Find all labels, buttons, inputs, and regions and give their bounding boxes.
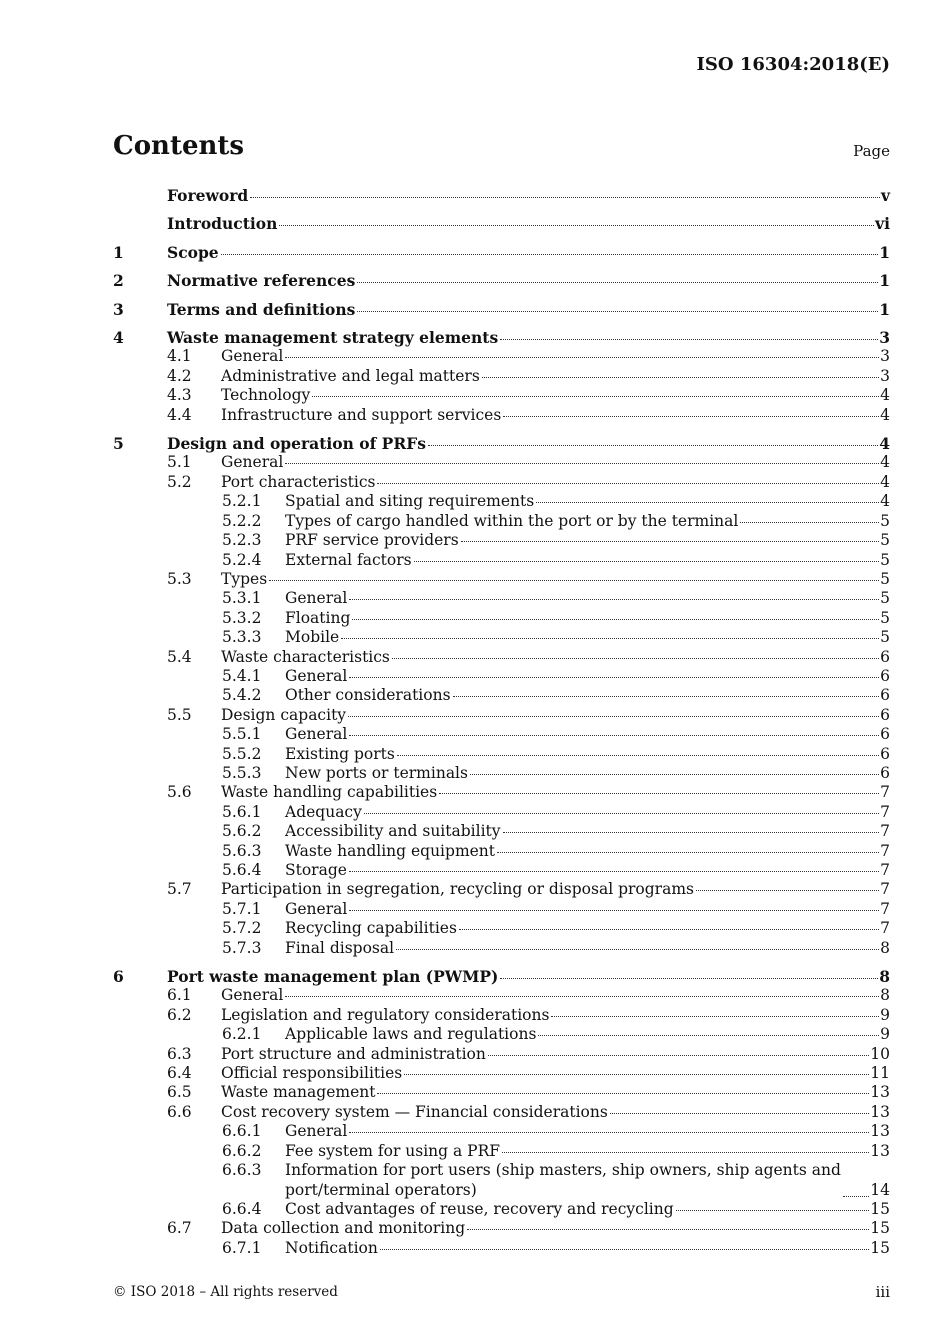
toc-entry-title: Adequacy bbox=[285, 802, 362, 821]
toc-entry[interactable] bbox=[113, 1025, 890, 1044]
toc-entry-title: Cost recovery system — Financial considerations bbox=[221, 1102, 608, 1121]
toc-entry-number: 5.4.2 bbox=[222, 686, 262, 705]
toc-entry[interactable] bbox=[113, 939, 890, 958]
toc-entry[interactable] bbox=[113, 919, 890, 938]
toc-entry-number: 5.4.1 bbox=[222, 666, 262, 685]
toc-entry-page: 3 bbox=[880, 366, 890, 385]
dot-leader bbox=[349, 735, 879, 736]
toc-entry-number: 5.3.1 bbox=[222, 589, 262, 608]
toc-entry[interactable] bbox=[113, 473, 890, 492]
toc-entry-page: 13 bbox=[870, 1122, 890, 1141]
toc-entry-number: 6.4 bbox=[167, 1064, 192, 1083]
toc-entry-number: 6.5 bbox=[167, 1083, 192, 1102]
toc-entry-page: 1 bbox=[879, 299, 890, 319]
toc-entry[interactable] bbox=[113, 300, 890, 319]
toc-entry-page: 13 bbox=[870, 1083, 890, 1102]
toc-entry-page: 8 bbox=[879, 967, 890, 987]
toc-entry[interactable] bbox=[113, 1142, 890, 1161]
toc-entry-number: 6.3 bbox=[167, 1044, 192, 1063]
toc-entry-number: 5.6.1 bbox=[222, 802, 262, 821]
dot-leader bbox=[551, 1016, 879, 1017]
toc-entry-title: Fee system for using a PRF bbox=[285, 1141, 501, 1160]
toc-entry-number: 5.7 bbox=[167, 880, 192, 899]
toc-entry-page: 5 bbox=[880, 589, 890, 608]
toc-entry-number: 5.5.1 bbox=[222, 725, 262, 744]
toc-entry-title: Port characteristics bbox=[221, 472, 376, 491]
toc-entry-title: General bbox=[285, 725, 348, 744]
dot-leader bbox=[357, 282, 878, 283]
dot-leader bbox=[285, 357, 879, 358]
toc-entry-number: 5.6 bbox=[167, 783, 192, 802]
toc-entry[interactable] bbox=[113, 1200, 890, 1219]
toc-entry-title: External factors bbox=[285, 550, 412, 569]
toc-entry-page: 6 bbox=[880, 744, 890, 763]
toc-entry[interactable] bbox=[113, 986, 890, 1005]
dot-leader bbox=[696, 890, 879, 891]
toc-entry-page: 9 bbox=[880, 1025, 890, 1044]
dot-leader bbox=[377, 483, 879, 484]
toc-entry-number: 5.2.3 bbox=[222, 531, 262, 550]
dot-leader bbox=[497, 852, 879, 853]
toc-entry[interactable] bbox=[113, 822, 890, 841]
toc-entry[interactable] bbox=[113, 628, 890, 647]
toc-entry-page: 6 bbox=[880, 725, 890, 744]
toc-entry-page: 6 bbox=[880, 705, 890, 724]
toc-entry-page: 15 bbox=[870, 1219, 890, 1238]
toc-entry-page: 1 bbox=[879, 271, 890, 291]
toc-entry-title: Waste handling capabilities bbox=[221, 783, 438, 802]
toc-entry[interactable] bbox=[113, 453, 890, 472]
toc-entry[interactable] bbox=[113, 803, 890, 822]
dot-leader bbox=[349, 871, 879, 872]
toc-entry-title: Scope bbox=[167, 242, 219, 262]
toc-entry-page: 6 bbox=[880, 763, 890, 782]
toc-entry-number: 4.3 bbox=[167, 386, 192, 405]
toc-entry[interactable] bbox=[113, 667, 890, 686]
toc-entry-page: 9 bbox=[880, 1005, 890, 1024]
toc-entry-page: 3 bbox=[880, 347, 890, 366]
toc-entry-number: 6.6 bbox=[167, 1102, 192, 1121]
toc-entry-page: 15 bbox=[870, 1238, 890, 1257]
toc-entry-page: 5 bbox=[880, 608, 890, 627]
toc-entry-page: 7 bbox=[880, 841, 890, 860]
toc-entry-title: Waste management strategy elements bbox=[167, 328, 499, 348]
toc-entry-page: 4 bbox=[880, 472, 890, 491]
toc-entry-title: Waste handling equipment bbox=[285, 841, 496, 860]
toc-entry-page: 1 bbox=[879, 242, 890, 262]
dot-leader bbox=[396, 949, 879, 950]
toc-entry[interactable] bbox=[113, 1006, 890, 1025]
toc-entry-number: 6.7.1 bbox=[222, 1238, 262, 1257]
dot-leader bbox=[502, 1152, 869, 1153]
dot-leader bbox=[459, 929, 879, 930]
toc-entry-number: 5.7.1 bbox=[222, 899, 262, 918]
toc-entry-title: Recycling capabilities bbox=[285, 919, 457, 938]
toc-entry[interactable] bbox=[113, 1045, 890, 1064]
toc-entry-page: 5 bbox=[880, 550, 890, 569]
toc-entry-number: 5.3.3 bbox=[222, 628, 262, 647]
toc-entry[interactable] bbox=[113, 880, 890, 899]
toc-entry-title bbox=[285, 1161, 841, 1200]
toc-entry[interactable] bbox=[113, 783, 890, 802]
toc-entry-number: 5.5.3 bbox=[222, 763, 262, 782]
toc-entry-title: Legislation and regulatory considerations bbox=[221, 1005, 550, 1024]
toc-entry-title: Mobile bbox=[285, 628, 340, 647]
dot-leader bbox=[397, 755, 879, 756]
dot-leader bbox=[536, 502, 879, 503]
dot-leader bbox=[500, 339, 878, 340]
toc-entry-page: 4 bbox=[880, 405, 890, 424]
dot-leader bbox=[312, 396, 879, 397]
toc-entry-number: 6.6.3 bbox=[222, 1161, 262, 1180]
toc-entry-number: 6.6.2 bbox=[222, 1141, 262, 1160]
toc-entry-number: 6.1 bbox=[167, 986, 192, 1005]
toc-entry-title: General bbox=[285, 899, 348, 918]
toc-entry[interactable] bbox=[113, 1083, 890, 1102]
dot-leader bbox=[503, 416, 879, 417]
toc-entry-number: 5.1 bbox=[167, 453, 192, 472]
toc-entry-number: 6.2.1 bbox=[222, 1025, 262, 1044]
toc-entry-number: 6 bbox=[113, 967, 124, 987]
dot-leader bbox=[610, 1113, 869, 1114]
copyright-footer: © ISO 2018 – All rights reserved bbox=[113, 1284, 338, 1300]
toc-entry-number: 5.5 bbox=[167, 705, 192, 724]
dot-leader bbox=[503, 832, 880, 833]
toc-entry[interactable] bbox=[113, 1219, 890, 1238]
toc-entry-page: 5 bbox=[880, 628, 890, 647]
toc-entry-title: Port waste management plan (PWMP) bbox=[167, 967, 499, 987]
toc-entry-number: 5.2.1 bbox=[222, 492, 262, 511]
dot-leader bbox=[349, 677, 879, 678]
dot-leader bbox=[740, 522, 879, 523]
toc-entry[interactable] bbox=[113, 271, 890, 290]
toc-entry-number: 6.6.1 bbox=[222, 1122, 262, 1141]
toc-entry[interactable] bbox=[113, 243, 890, 262]
toc-entry[interactable] bbox=[113, 328, 890, 347]
table-of-contents bbox=[113, 186, 890, 1258]
toc-entry-page: 8 bbox=[880, 986, 890, 1005]
toc-entry-page: 3 bbox=[879, 328, 890, 348]
toc-entry[interactable] bbox=[113, 367, 890, 386]
dot-leader bbox=[439, 793, 879, 794]
toc-entry-number: 2 bbox=[113, 271, 124, 291]
dot-leader bbox=[461, 541, 879, 542]
toc-entry[interactable] bbox=[113, 1161, 890, 1200]
toc-entry[interactable] bbox=[113, 589, 890, 608]
toc-entry[interactable] bbox=[113, 1103, 890, 1122]
dot-leader bbox=[404, 1074, 869, 1075]
toc-entry[interactable] bbox=[113, 842, 890, 861]
toc-entry-title: Design and operation of PRFs bbox=[167, 434, 426, 454]
toc-entry-title: General bbox=[221, 453, 284, 472]
dot-leader bbox=[357, 311, 878, 312]
toc-entry-page: 4 bbox=[880, 492, 890, 511]
dot-leader bbox=[380, 1249, 869, 1250]
toc-entry-number: 3 bbox=[113, 299, 124, 319]
toc-entry[interactable] bbox=[113, 492, 890, 511]
toc-entry-page: 11 bbox=[870, 1064, 890, 1083]
toc-entry-page: 6 bbox=[880, 686, 890, 705]
toc-entry-page: 7 bbox=[880, 822, 890, 841]
standard-id-header: ISO 16304:2018(E) bbox=[696, 54, 890, 75]
toc-entry-page: 14 bbox=[870, 1180, 890, 1199]
toc-entry-title-line: Information for port users (ship masters, ship owners, ship agents and bbox=[285, 1161, 841, 1180]
toc-entry[interactable] bbox=[113, 861, 890, 880]
toc-entry[interactable] bbox=[113, 551, 890, 570]
toc-entry[interactable] bbox=[113, 531, 890, 550]
toc-entry-page: 7 bbox=[880, 802, 890, 821]
toc-entry[interactable] bbox=[113, 686, 890, 705]
toc-entry-title: Terms and definitions bbox=[167, 299, 356, 319]
dot-leader bbox=[414, 561, 880, 562]
dot-leader bbox=[453, 696, 880, 697]
toc-entry-page: 7 bbox=[880, 899, 890, 918]
toc-entry-title: General bbox=[285, 1122, 348, 1141]
page-title: Contents bbox=[113, 131, 245, 161]
toc-entry[interactable] bbox=[113, 967, 890, 986]
dot-leader bbox=[250, 197, 880, 198]
dot-leader bbox=[428, 445, 878, 446]
toc-entry[interactable] bbox=[113, 186, 890, 205]
dot-leader bbox=[269, 580, 879, 581]
toc-entry-page: v bbox=[880, 186, 890, 205]
toc-entry-number: 5.7.3 bbox=[222, 938, 262, 957]
dot-leader bbox=[285, 463, 879, 464]
toc-entry-number: 5.4 bbox=[167, 647, 192, 666]
dot-leader bbox=[470, 774, 879, 775]
dot-leader bbox=[349, 599, 879, 600]
dot-leader bbox=[500, 978, 878, 979]
toc-entry-number: 4.2 bbox=[167, 366, 192, 385]
toc-entry-title: Infrastructure and support services bbox=[221, 405, 502, 424]
page-number: iii bbox=[875, 1283, 890, 1301]
toc-entry-title: Spatial and siting requirements bbox=[285, 492, 535, 511]
toc-entry-title: Technology bbox=[221, 386, 311, 405]
toc-entry-page: 8 bbox=[880, 938, 890, 957]
toc-entry-number: 4.4 bbox=[167, 405, 192, 424]
toc-entry-page: 7 bbox=[880, 919, 890, 938]
toc-entry-title: General bbox=[221, 986, 284, 1005]
toc-entry[interactable] bbox=[113, 347, 890, 366]
dot-leader bbox=[221, 254, 879, 255]
toc-entry-title: Applicable laws and regulations bbox=[285, 1025, 537, 1044]
dot-leader bbox=[285, 996, 879, 997]
toc-entry-title: New ports or terminals bbox=[285, 763, 468, 782]
toc-entry-page: 7 bbox=[880, 880, 890, 899]
toc-entry-title: Port structure and administration bbox=[221, 1044, 486, 1063]
toc-entry-number: 1 bbox=[113, 242, 124, 262]
toc-entry-title: Types bbox=[221, 569, 268, 588]
toc-entry-number: 5.2 bbox=[167, 472, 192, 491]
toc-entry[interactable] bbox=[113, 706, 890, 725]
toc-entry-title: Waste characteristics bbox=[221, 647, 390, 666]
toc-entry-title: Final disposal bbox=[285, 938, 395, 957]
toc-entry[interactable] bbox=[113, 434, 890, 453]
toc-entry-title: Cost advantages of reuse, recovery and recycling bbox=[285, 1199, 674, 1218]
dot-leader bbox=[482, 377, 879, 378]
toc-entry-page: vi bbox=[875, 214, 890, 234]
toc-entry-title: Notification bbox=[285, 1238, 378, 1257]
dot-leader bbox=[488, 1055, 869, 1056]
toc-entry-number: 5.2.4 bbox=[222, 550, 262, 569]
toc-entry-page: 13 bbox=[870, 1141, 890, 1160]
toc-entry-page: 5 bbox=[880, 531, 890, 550]
toc-entry-page: 7 bbox=[880, 861, 890, 879]
toc-entry-page: 15 bbox=[870, 1199, 890, 1218]
toc-entry-title: PRF service providers bbox=[285, 531, 459, 550]
toc-entry-number: 6.6.4 bbox=[222, 1199, 262, 1218]
toc-entry-number: 6.7 bbox=[167, 1219, 192, 1238]
toc-entry-page: 13 bbox=[870, 1102, 890, 1121]
toc-entry[interactable] bbox=[113, 386, 890, 405]
toc-entry[interactable] bbox=[113, 609, 890, 628]
toc-entry-number: 6.2 bbox=[167, 1005, 192, 1024]
toc-entry-title: General bbox=[221, 347, 284, 366]
dot-leader bbox=[352, 619, 879, 620]
toc-entry-title: Foreword bbox=[167, 186, 249, 205]
toc-entry-number: 4 bbox=[113, 328, 124, 348]
dot-leader bbox=[843, 1196, 869, 1197]
toc-entry[interactable] bbox=[113, 512, 890, 531]
toc-entry-title: Waste management bbox=[221, 1083, 376, 1102]
toc-entry-title: Data collection and monitoring bbox=[221, 1219, 466, 1238]
toc-entry-number: 5.3 bbox=[167, 569, 192, 588]
toc-entry-title: Administrative and legal matters bbox=[221, 366, 480, 385]
toc-entry-title: Introduction bbox=[167, 214, 278, 234]
toc-entry-number: 5.3.2 bbox=[222, 608, 262, 627]
toc-entry-title: General bbox=[285, 589, 348, 608]
dot-leader bbox=[279, 225, 874, 226]
toc-entry-title: Design capacity bbox=[221, 705, 347, 724]
toc-entry-number: 5 bbox=[113, 434, 124, 454]
dot-leader bbox=[392, 658, 879, 659]
dot-leader bbox=[348, 716, 879, 717]
dot-leader bbox=[538, 1035, 879, 1036]
toc-entry-page: 5 bbox=[880, 511, 890, 530]
page-column-label: Page bbox=[853, 142, 890, 160]
dot-leader bbox=[377, 1093, 869, 1094]
toc-entry-number: 4.1 bbox=[167, 347, 192, 366]
toc-entry-number: 5.7.2 bbox=[222, 919, 262, 938]
toc-entry-number: 5.6.4 bbox=[222, 861, 262, 879]
toc-entry-page: 4 bbox=[880, 386, 890, 405]
toc-entry-title: Existing ports bbox=[285, 744, 395, 763]
toc-entry-number: 5.2.2 bbox=[222, 511, 262, 530]
toc-entry-page: 7 bbox=[880, 783, 890, 802]
dot-leader bbox=[364, 813, 879, 814]
toc-entry[interactable] bbox=[113, 745, 890, 764]
toc-entry[interactable] bbox=[113, 900, 890, 919]
toc-entry-page: 4 bbox=[879, 434, 890, 454]
dot-leader bbox=[467, 1229, 869, 1230]
dot-leader bbox=[676, 1210, 870, 1211]
dot-leader bbox=[341, 638, 879, 639]
toc-entry-title-line: port/terminal operators) bbox=[285, 1180, 477, 1199]
toc-entry-page: 6 bbox=[880, 647, 890, 666]
toc-entry-title: Floating bbox=[285, 608, 351, 627]
toc-entry[interactable] bbox=[113, 764, 890, 783]
toc-entry-number: 5.6.3 bbox=[222, 841, 262, 860]
toc-entry-title: Types of cargo handled within the port or by the terminal bbox=[285, 511, 739, 530]
toc-entry[interactable] bbox=[113, 648, 890, 667]
toc-entry-title: Other considerations bbox=[285, 686, 451, 705]
toc-entry-title: Normative references bbox=[167, 271, 356, 291]
toc-entry-title: Accessibility and suitability bbox=[285, 822, 501, 841]
toc-entry[interactable] bbox=[113, 214, 890, 233]
toc-entry[interactable] bbox=[113, 406, 890, 425]
toc-entry-page: 10 bbox=[870, 1044, 890, 1063]
toc-entry-number: 5.6.2 bbox=[222, 822, 262, 841]
toc-entry-title: Participation in segregation, recycling or disposal programs bbox=[221, 880, 694, 899]
toc-entry-number: 5.5.2 bbox=[222, 744, 262, 763]
dot-leader bbox=[349, 1132, 869, 1133]
toc-entry[interactable] bbox=[113, 1064, 890, 1083]
toc-entry[interactable] bbox=[113, 1122, 890, 1141]
toc-entry-title: General bbox=[285, 666, 348, 685]
toc-entry[interactable] bbox=[113, 570, 890, 589]
toc-entry[interactable] bbox=[113, 1239, 890, 1258]
toc-entry-title: Storage bbox=[285, 861, 347, 879]
toc-entry-title: Official responsibilities bbox=[221, 1064, 403, 1083]
toc-entry-page: 5 bbox=[880, 569, 890, 588]
dot-leader bbox=[349, 910, 879, 911]
toc-entry-page: 4 bbox=[880, 453, 890, 472]
toc-entry-page: 6 bbox=[880, 666, 890, 685]
toc-entry[interactable] bbox=[113, 725, 890, 744]
